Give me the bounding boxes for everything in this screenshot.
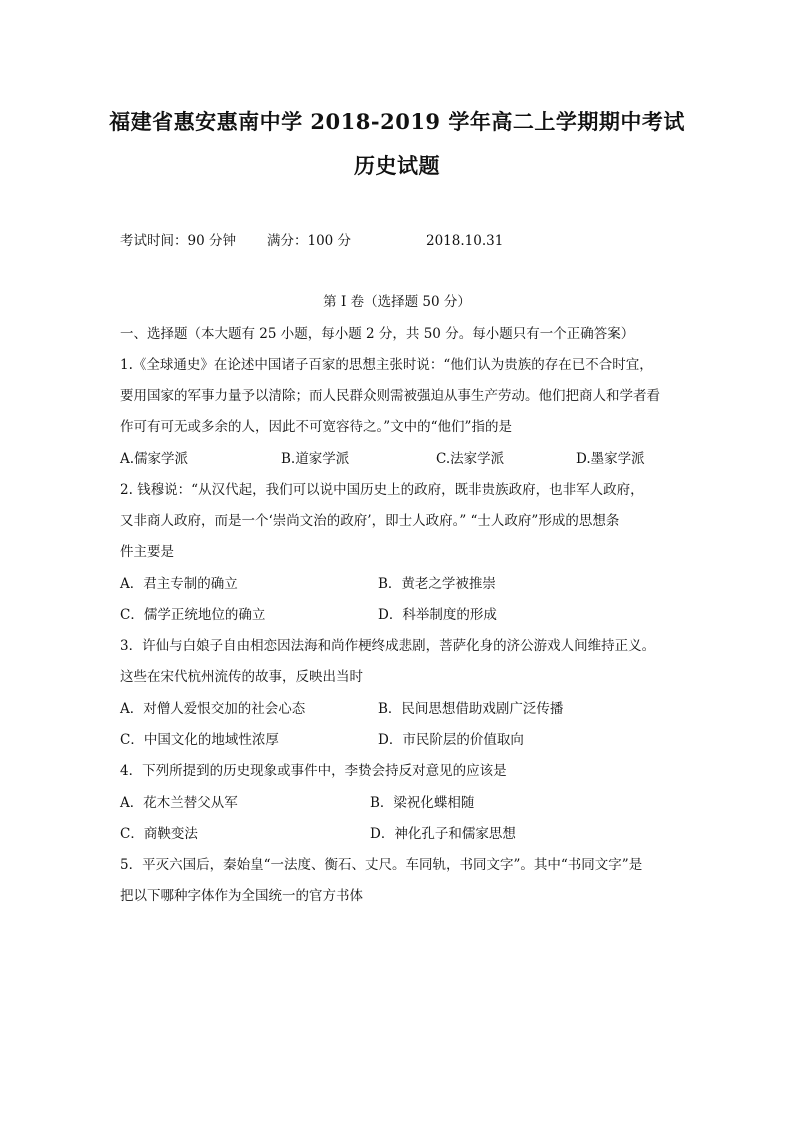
question-3-option-a: A．对僧人爱恨交加的社会心态 [120, 701, 306, 717]
question-4-option-c: C．商鞅变法 [120, 826, 198, 842]
exam-time: 考试时间：90 分钟 [120, 233, 236, 249]
question-1-line-1: 1.《全球通史》在论述中国诸子百家的思想主张时说：“他们认为贵族的存在已不合时宜， [120, 357, 653, 373]
question-2-option-c: C．儒学正统地位的确立 [120, 607, 266, 623]
question-2-option-b: B．黄老之学被推崇 [378, 576, 496, 592]
section-heading: 第 I 卷（选择题 50 分） [323, 294, 471, 310]
question-1-option-b: B.道家学派 [281, 451, 350, 467]
question-1-line-2: 要用国家的军事力量予以清除；而人民群众则需被强迫从事生产劳动。他们把商人和学者看 [120, 388, 660, 404]
question-1-option-c: C.法家学派 [436, 451, 505, 467]
exam-subtitle: 历史试题 [354, 153, 440, 178]
question-5-line-2: 把以下哪种字体作为全国统一的官方书体 [120, 888, 363, 904]
question-2-line-1: 2. 钱穆说：“从汉代起，我们可以说中国历史上的政府，既非贵族政府，也非军人政府， [120, 482, 644, 498]
question-3-line-1: 3．许仙与白娘子自由相恋因法海和尚作梗终成悲剧，菩萨化身的济公游戏人间维持正义。 [120, 638, 656, 654]
exam-score: 满分：100 分 [267, 233, 352, 249]
question-3-option-b: B．民间思想借助戏剧广泛传播 [378, 701, 564, 717]
question-2-option-d: D．科举制度的形成 [378, 607, 497, 623]
exam-date: 2018.10.31 [426, 233, 504, 249]
question-4-option-b: B．梁祝化蝶相随 [370, 795, 475, 811]
question-4-option-d: D．神化孔子和儒家思想 [370, 826, 516, 842]
question-3-line-2: 这些在宋代杭州流传的故事，反映出当时 [120, 669, 363, 685]
question-3-option-d: D．市民阶层的价值取向 [378, 732, 524, 748]
question-1-line-3: 作可有可无或多余的人，因此不可宽容待之。”文中的“他们”指的是 [120, 419, 512, 435]
question-4-line-1: 4．下列所提到的历史现象或事件中，李贽会持反对意见的应该是 [120, 763, 507, 779]
question-1-option-a: A.儒家学派 [120, 451, 189, 467]
question-3-option-c: C．中国文化的地域性浓厚 [120, 732, 279, 748]
question-2-option-a: A．君主专制的确立 [120, 576, 238, 592]
question-2-line-2: 又非商人政府，而是一个‘崇尚文治的政府’，即士人政府。” “士人政府”形成的思想条 [120, 513, 620, 529]
question-4-option-a: A．花木兰替父从军 [120, 795, 238, 811]
question-2-line-3: 件主要是 [120, 544, 174, 560]
question-5-line-1: 5．平灭六国后，秦始皇“一法度、衡石、丈尺。车同轨，书同文字”。其中“书同文字”是 [120, 857, 643, 873]
exam-title: 福建省惠安惠南中学 2018-2019 学年高二上学期期中考试 [109, 109, 685, 134]
exam-info [120, 229, 503, 249]
question-1-option-d: D.墨家学派 [576, 451, 645, 467]
section-instruction: 一、选择题（本大题有 25 小题，每小题 2 分，共 50 分。每小题只有一个正确答案） [120, 326, 635, 342]
